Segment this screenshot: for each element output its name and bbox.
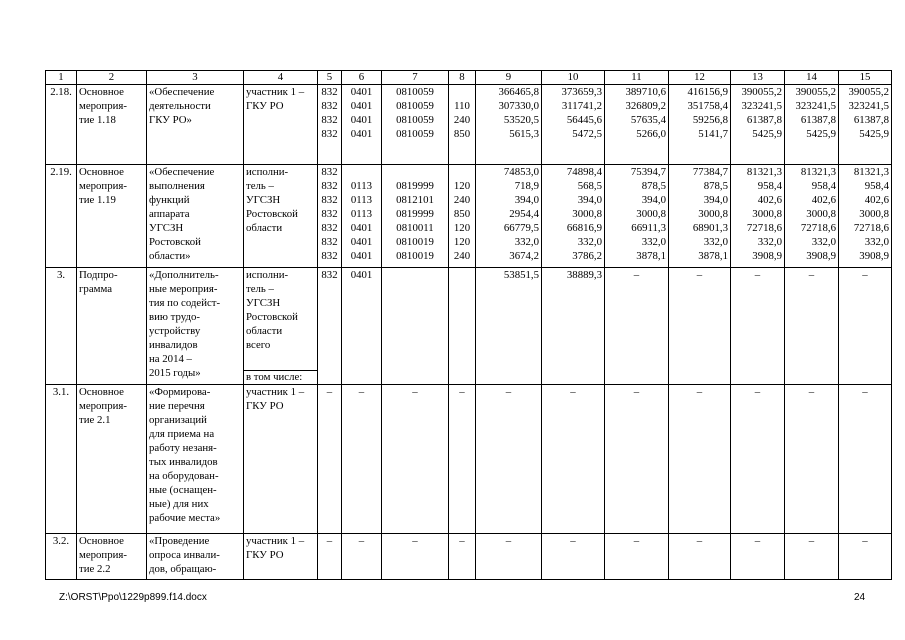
row-number: 2.18. [46,85,77,165]
cell-value: – [669,534,731,580]
header-cell: 9 [476,71,542,85]
cell-csr: 0810059 0810059 0810059 0810059 [382,85,449,165]
cell-value: 390055,2 323241,5 61387,8 5425,9 [839,85,892,165]
cell-rzpr: 0401 0401 0401 0401 [342,85,382,165]
cell-grbs: 832 [318,268,342,385]
cell-value: – [476,534,542,580]
cell-value: – [839,385,892,534]
table-row [46,385,892,534]
cell-value: 416156,9 351758,4 59256,8 5141,7 [669,85,731,165]
row-name: «Обеспечение деятельности ГКУ РО» [147,85,244,165]
table-row [46,165,892,268]
row-number: 3.1. [46,385,77,534]
cell-grbs: 832 832 832 832 832 832 832 [318,165,342,268]
header-cell: 7 [382,71,449,85]
cell-vr [449,268,476,385]
cell-rzpr: 0113 0113 0113 0401 0401 0401 [342,165,382,268]
row-executor: исполни- тель – УГСЗН Ростовской области [244,165,318,268]
header-cell: 12 [669,71,731,85]
row-name: «Формирова- ние перечня организаций для приема на работу незаня- тых инвалидов на оборудован- ные (оснащен- ные) для них рабочие места» [147,385,244,534]
row-type: Основное мероприя- тие 1.18 [77,85,147,165]
cell-csr: 0819999 0812101 0819999 0810011 0810019 0810019 [382,165,449,268]
cell-value: – [785,385,839,534]
cell-grbs: – [318,534,342,580]
cell-value: 373659,3 311741,2 56445,6 5472,5 [542,85,605,165]
cell-value: 77384,7 878,5 394,0 3000,8 68901,3 332,0 3878,1 [669,165,731,268]
header-cell: 1 [46,71,77,85]
cell-value: 74853,0 718,9 394,0 2954,4 66779,5 332,0 3674,2 [476,165,542,268]
cell-value: – [542,385,605,534]
row-type: Основное мероприя- тие 1.19 [77,165,147,268]
row-name: «Обеспечение выполнения функций аппарата УГСЗН Ростовской области» [147,165,244,268]
row-type: Основное мероприя- тие 2.2 [77,534,147,580]
cell-value: – [839,534,892,580]
row-number: 2.19. [46,165,77,268]
cell-value: 81321,3 958,4 402,6 3000,8 72718,6 332,0 3908,9 [731,165,785,268]
cell-grbs: 832 832 832 832 [318,85,342,165]
cell-csr [382,268,449,385]
header-cell: 11 [605,71,669,85]
cell-value: – [785,534,839,580]
row-name: «Дополнитель- ные мероприя- тия по содейст- вию трудо- устройству инвалидов на 2014 – 2015 годы» [147,268,244,385]
cell-value: 38889,3 [542,268,605,385]
row-executor: участник 1 – ГКУ РО [244,85,318,165]
page-number: 24 [854,592,866,603]
cell-value: – [669,268,731,385]
cell-vr: 110 240 850 [449,85,476,165]
row-type: Основное мероприя- тие 2.1 [77,385,147,534]
header-cell: 14 [785,71,839,85]
cell-vr: 120 240 850 120 120 240 [449,165,476,268]
table-row [46,534,892,580]
cell-value: – [476,385,542,534]
cell-value: – [669,385,731,534]
header-cell: 6 [342,71,382,85]
cell-value: – [605,534,669,580]
cell-value: 366465,8 307330,0 53520,5 5615,3 [476,85,542,165]
cell-value: 74898,4 568,5 394,0 3000,8 66816,9 332,0 3786,2 [542,165,605,268]
cell-vr: – [449,385,476,534]
cell-value: – [839,268,892,385]
cell-csr: – [382,534,449,580]
cell-value: – [605,268,669,385]
row-executor: участник 1 – ГКУ РО [244,534,318,580]
cell-value: – [605,385,669,534]
table-row [46,268,892,371]
header-row [46,71,892,85]
row-name: «Проведение опроса инвали- дов, обращаю- [147,534,244,580]
cell-value: 390055,2 323241,5 61387,8 5425,9 [785,85,839,165]
header-cell: 13 [731,71,785,85]
row-executor-sub: в том числе: [244,371,318,385]
cell-value: – [731,268,785,385]
header-cell: 4 [244,71,318,85]
cell-value: 81321,3 958,4 402,6 3000,8 72718,6 332,0 3908,9 [839,165,892,268]
cell-value: – [731,534,785,580]
row-number: 3.2. [46,534,77,580]
footer-file-path: Z:\ORST\Ppo\1229p899.f14.docx [59,592,207,603]
cell-rzpr: – [342,534,382,580]
cell-value: 75394,7 878,5 394,0 3000,8 66911,3 332,0 3878,1 [605,165,669,268]
header-cell: 8 [449,71,476,85]
cell-value: 389710,6 326809,2 57635,4 5266,0 [605,85,669,165]
cell-value: 390055,2 323241,5 61387,8 5425,9 [731,85,785,165]
row-number: 3. [46,268,77,385]
cell-rzpr: 0401 [342,268,382,385]
row-executor: участник 1 – ГКУ РО [244,385,318,534]
cell-value: – [731,385,785,534]
cell-value: 53851,5 [476,268,542,385]
header-cell: 2 [77,71,147,85]
cell-value: – [542,534,605,580]
budget-table [45,70,892,580]
cell-csr: – [382,385,449,534]
cell-value: 81321,3 958,4 402,6 3000,8 72718,6 332,0 3908,9 [785,165,839,268]
row-type: Подпро- грамма [77,268,147,385]
header-cell: 5 [318,71,342,85]
cell-rzpr: – [342,385,382,534]
header-cell: 15 [839,71,892,85]
cell-vr: – [449,534,476,580]
header-cell: 3 [147,71,244,85]
header-cell: 10 [542,71,605,85]
cell-grbs: – [318,385,342,534]
row-executor: исполни- тель – УГСЗН Ростовской области всего [244,268,318,371]
table-row [46,85,892,165]
cell-value: – [785,268,839,385]
